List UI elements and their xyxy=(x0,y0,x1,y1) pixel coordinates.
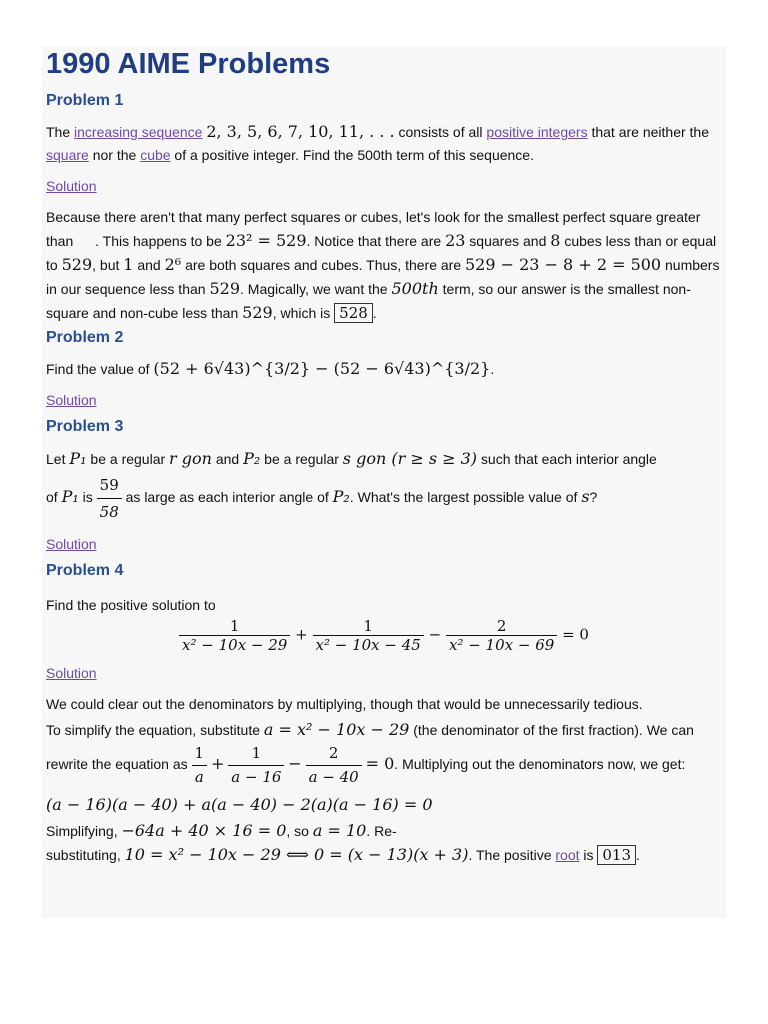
problem-4-equation: $\frac{1}{\text{x² − 10x − 29}}$ + $\frac{1}{\text{x² − 10x − 45}}$ − $\frac{2}{\text{x² − 10x − 69}}$ = 0 xyxy=(46,617,722,654)
content-panel xyxy=(42,46,726,918)
problem-2-heading: Problem 2 xyxy=(46,329,124,346)
problem-1-statement: The increasing sequence 2, 3, 5, 6, 7, 10, 11, . . . consists of all positive integers that are neither the square nor the cube of a positive integer. Find the 500th term of this sequence. xyxy=(46,122,709,163)
square-link[interactable]: square xyxy=(46,147,89,163)
cube-link[interactable]: cube xyxy=(140,147,171,163)
fraction-59-58: $\frac{59}{58}$ xyxy=(97,472,122,525)
problem-1-solution-link[interactable]: Solution xyxy=(46,178,97,194)
answer-box: 528 xyxy=(334,303,373,323)
problem-4-solution-line-5: Simplifying, −64a + 40 × 16 = 0, so a = 10. Re- substituting, 10 = x² − 10x − 29 ⟺ 0 = (x − 13)(x + 3). The positive root is 013 . xyxy=(46,821,640,864)
problem-2-statement: Find the value of (52 + 6√43)^{3/2} − (52 − 6√43)^{3/2}. xyxy=(46,359,495,378)
root-link[interactable]: root xyxy=(555,847,580,863)
problem-3-heading: Problem 3 xyxy=(46,418,124,435)
page-title: 1990 AIME Problems xyxy=(46,48,331,80)
problem-4-solution-line-4: (a − 16)(a − 40) + a(a − 40) − 2(a)(a − 16) = 0 xyxy=(46,795,433,814)
problem-3-statement: Let P₁ be a regular r gon and P₂ be a regular s gon (r ≥ s ≥ 3) such that each interior angle of P₁ is $\frac{59}{58}$ as large as each interior angle of P₂. What's the largest possible value of s? xyxy=(46,446,722,525)
problem-4-solution-line-3: rewrite the equation as $\frac{1}{a}$ + $\frac{1}{a - 16}$ − $\frac{2}{a - 40}$ = 0. Multiplying out the denominators now, we get: xyxy=(46,742,722,789)
problem-4-heading: Problem 4 xyxy=(46,562,124,579)
positive-integers-link[interactable]: positive integers xyxy=(486,124,588,140)
sequence-math: 2, 3, 5, 6, 7, 10, 11, . . . xyxy=(206,122,395,141)
increasing-sequence-link[interactable]: increasing sequence xyxy=(74,124,203,140)
problem-2-solution-link[interactable]: Solution xyxy=(46,392,97,408)
answer-box-013: 013 xyxy=(597,845,636,865)
problem-4-statement: Find the positive solution to xyxy=(46,597,216,613)
problem-1-heading: Problem 1 xyxy=(46,92,124,109)
problem-1-solution-text: Because there aren't that many perfect squares or cubes, let's look for the smallest perfect square greater than . This happens to be 23² = 529. Notice that there are 23 squares and 8 cubes less than or equal to 529, but 1 and 2⁶ are both squares and cubes. Thus, there are 529 − 23 − 8 + 2 = 500 numbers in our sequence less than 529. Magically, we want the 500th term, so our answer is the smallest non-square and non-cube less than 529, which is 528 . xyxy=(46,209,720,322)
problem-4-solution-link[interactable]: Solution xyxy=(46,665,97,681)
problem-3-solution-link[interactable]: Solution xyxy=(46,536,97,552)
problem-4-solution-line-1: We could clear out the denominators by multiplying, though that would be unnecessarily tedious. xyxy=(46,696,643,712)
problem-2-expression: (52 + 6√43)^{3/2} − (52 − 6√43)^{3/2} xyxy=(153,359,491,378)
problem-4-solution-line-2: To simplify the equation, substitute a = x² − 10x − 29 (the denominator of the first fraction). We can xyxy=(46,720,694,739)
